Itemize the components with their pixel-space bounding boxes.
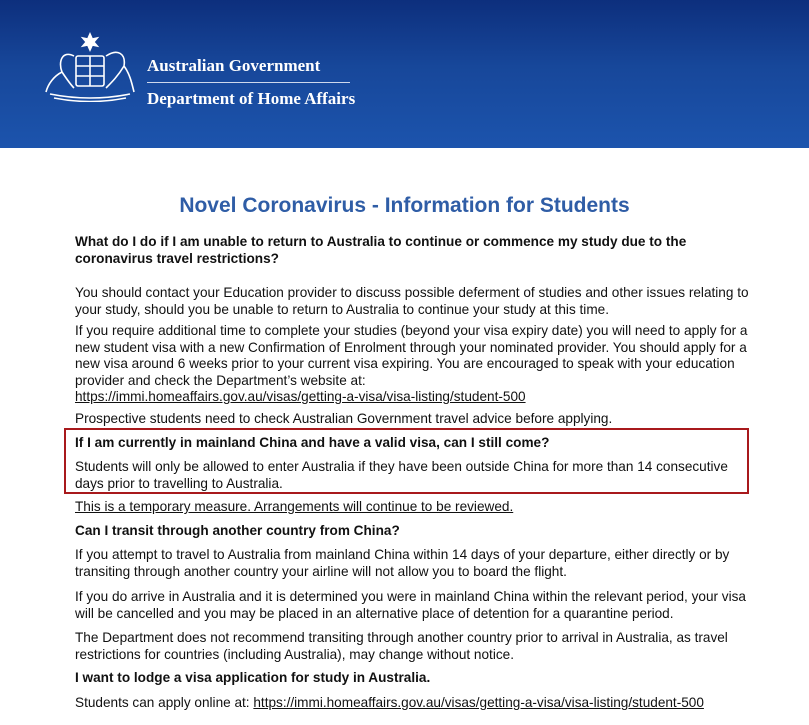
agency-line1: Australian Government: [147, 56, 321, 75]
question-return-australia: What do I do if I am unable to return to Australia to continue or commence my study due to the coronavirus travel restrictions?: [75, 234, 687, 266]
question-mainland-china: If I am currently in mainland China and have a valid visa, can I still come?: [75, 435, 550, 450]
agency-name: [147, 56, 355, 109]
paragraph-visa-cancelled: If you do arrive in Australia and it is determined you were in mainland China within the relevant period, your visa will be cancelled and you may be placed in an alternative place of detention for a quarantine period.: [75, 589, 746, 621]
agency-line2: Department of Home Affairs: [147, 89, 356, 108]
paragraph-prospective-students: Prospective students need to check Australian Government travel advice before applying.: [75, 411, 613, 426]
apply-online-text: Students can apply online at:: [75, 695, 250, 710]
student-visa-link[interactable]: https://immi.homeaffairs.gov.au/visas/getting-a-visa/visa-listing/student-500: [75, 389, 526, 404]
page-title: Novel Coronavirus - Information for Students: [179, 194, 630, 217]
agency-divider: [147, 82, 350, 83]
highlight-box: [64, 428, 749, 494]
header-banner: [0, 0, 809, 148]
question-lodge-visa: I want to lodge a visa application for study in Australia.: [75, 670, 431, 685]
paragraph-contact-provider: You should contact your Education provider to discuss possible deferment of studies and other issues relating to your study, should you be unable to return to Australia to continue your study at this time.: [75, 285, 749, 317]
paragraph-14-days-outside: Students will only be allowed to enter Australia if they have been outside China for more than 14 consecutive days prior to travelling to Australia.: [75, 459, 728, 491]
question-transit: Can I transit through another country from China?: [75, 523, 400, 538]
apply-online-link[interactable]: https://immi.homeaffairs.gov.au/visas/getting-a-visa/visa-listing/student-500: [253, 695, 704, 710]
coat-of-arms-icon: [40, 32, 140, 102]
paragraph-transit-not-recommended: The Department does not recommend transiting through another country prior to arrival in Australia, as travel restrictions for countries (including Australia), may change without notice.: [75, 630, 728, 662]
paragraph-airline-boarding: If you attempt to travel to Australia from mainland China within 14 days of your departure, either directly or by transiting through another country your airline will not allow you to board the flight.: [75, 547, 730, 579]
paragraph-additional-time: If you require additional time to complete your studies (beyond your visa expiry date) you will need to apply for a new student visa with a new Confirmation of Enrolment through your nominated provider. You should apply for a new visa around 6 weeks prior to your current visa expiring. You are encouraged to speak with your education provider and check the Department’s website at:: [75, 323, 748, 388]
paragraph-temporary-measure: This is a temporary measure. Arrangements will continue to be reviewed.: [75, 499, 514, 514]
paragraph-apply-online: [75, 695, 755, 712]
